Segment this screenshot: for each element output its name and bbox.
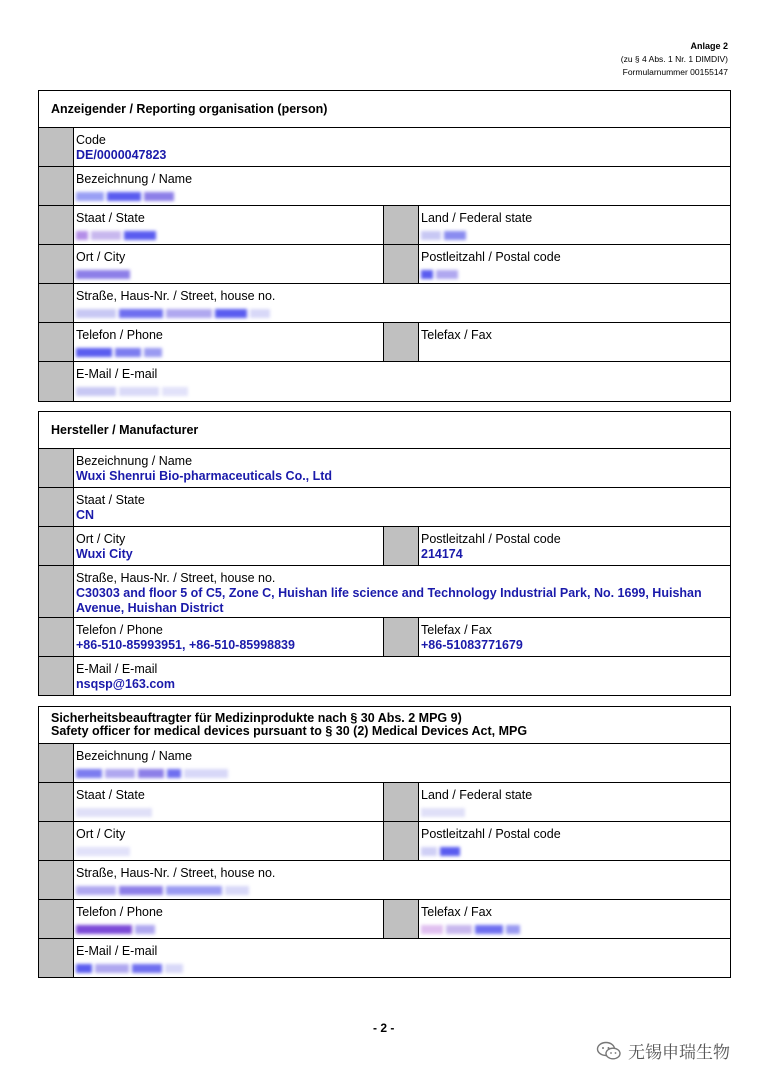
mfr-email-label: E-Mail / E-mail: [76, 662, 158, 676]
reporting-street-row: [39, 284, 730, 323]
anlage-label: Anlage 2: [690, 41, 728, 51]
manufacturer-section: [38, 411, 731, 696]
safety-email-label: E-Mail / E-mail: [76, 944, 158, 958]
page-number: - 2 -: [373, 1021, 395, 1035]
safety-name-label: Bezeichnung / Name: [76, 749, 193, 763]
redacted-postal: [421, 267, 730, 278]
safety-phone-row: [39, 900, 730, 939]
redacted-safety-email: [76, 961, 730, 972]
mfr-phone-label: Telefon / Phone: [76, 623, 163, 637]
redacted-email: [76, 384, 730, 395]
redacted-safety-fax: [421, 922, 730, 933]
reference-label: (zu § 4 Abs. 1 Nr. 1 DIMDIV): [620, 54, 728, 64]
wechat-icon: [596, 1041, 622, 1061]
safety-title-en: Safety officer for medical devices pursuant to § 30 (2) Medical Devices Act, MPG: [51, 724, 528, 738]
city-label: Ort / City: [76, 250, 126, 264]
safety-land-label: Land / Federal state: [421, 788, 533, 802]
mfr-name-label: Bezeichnung / Name: [76, 454, 193, 468]
safety-name-row: [39, 744, 730, 783]
street-label: Straße, Haus-Nr. / Street, house no.: [76, 289, 276, 303]
mfr-phone-value: +86-510-85993951, +86-510-85998839: [76, 638, 295, 652]
safety-phone-label: Telefon / Phone: [76, 905, 163, 919]
reporting-code-row: [39, 128, 730, 167]
email-label: E-Mail / E-mail: [76, 367, 158, 381]
reporting-state-row: [39, 206, 730, 245]
redacted-state: [76, 228, 383, 239]
mfr-street-value: C30303 and floor 5 of C5, Zone C, Huishan life science and Technology Industrial Park, No. 1699, Huishan Avenue, Huishan District: [76, 586, 702, 615]
mfr-postal-value: 214174: [421, 547, 463, 561]
safety-city-label: Ort / City: [76, 827, 126, 841]
reporting-section: [38, 90, 731, 402]
safety-fax-label: Telefax / Fax: [421, 905, 492, 919]
manufacturer-phone-row: [39, 618, 730, 657]
redacted-safety-phone: [76, 922, 383, 933]
redacted-phone: [76, 345, 383, 356]
safety-city-row: [39, 822, 730, 861]
mfr-name-value: Wuxi Shenrui Bio-pharmaceuticals Co., Ltd: [76, 469, 333, 483]
redacted-safety-land: [421, 805, 730, 816]
safety-state-label: Staat / State: [76, 788, 145, 802]
safety-postal-label: Postleitzahl / Postal code: [421, 827, 561, 841]
safety-street-label: Straße, Haus-Nr. / Street, house no.: [76, 866, 276, 880]
postal-label: Postleitzahl / Postal code: [421, 250, 561, 264]
code-value: DE/0000047823: [76, 148, 167, 162]
safety-email-row: [39, 939, 730, 977]
redacted-safety-street: [76, 883, 730, 894]
name-label: Bezeichnung / Name: [76, 172, 193, 186]
redacted-name: [76, 189, 730, 200]
manufacturer-street-row: [39, 566, 730, 618]
manufacturer-email-row: [39, 657, 730, 695]
mfr-fax-value: +86-51083771679: [421, 638, 523, 652]
mfr-city-value: Wuxi City: [76, 547, 133, 561]
watermark-text: 无锡申瑞生物: [628, 1043, 730, 1063]
form-number: Formularnummer 00155147: [622, 67, 728, 77]
redacted-city: [76, 267, 383, 278]
manufacturer-title: Hersteller / Manufacturer: [39, 412, 730, 449]
reporting-title: Anzeigender / Reporting organisation (person): [39, 91, 730, 128]
safety-officer-section: [38, 706, 731, 978]
reporting-name-row: [39, 167, 730, 206]
reporting-phone-row: [39, 323, 730, 362]
safety-state-row: [39, 783, 730, 822]
manufacturer-name-row: [39, 449, 730, 488]
reporting-city-row: [39, 245, 730, 284]
redacted-land: [421, 228, 730, 239]
redacted-street: [76, 306, 730, 317]
reporting-email-row: [39, 362, 730, 401]
form-header: [621, 40, 728, 79]
mfr-postal-label: Postleitzahl / Postal code: [421, 532, 561, 546]
watermark: [596, 1038, 730, 1063]
redacted-safety-postal: [421, 844, 730, 855]
manufacturer-city-row: [39, 527, 730, 566]
mfr-street-label: Straße, Haus-Nr. / Street, house no.: [76, 571, 276, 585]
code-label: Code: [76, 133, 106, 147]
safety-title-de: Sicherheitsbeauftragter für Medizinprodukte nach § 30 Abs. 2 MPG 9): [51, 711, 462, 725]
fax-label: Telefax / Fax: [421, 328, 492, 342]
safety-title: [39, 707, 730, 744]
redacted-safety-state: [76, 805, 383, 816]
mfr-city-label: Ort / City: [76, 532, 126, 546]
mfr-fax-label: Telefax / Fax: [421, 623, 492, 637]
manufacturer-state-row: [39, 488, 730, 527]
state-label: Staat / State: [76, 211, 145, 225]
land-label: Land / Federal state: [421, 211, 533, 225]
redacted-safety-name: [76, 766, 730, 777]
redacted-safety-city: [76, 844, 383, 855]
mfr-state-value: CN: [76, 508, 95, 522]
phone-label: Telefon / Phone: [76, 328, 163, 342]
safety-street-row: [39, 861, 730, 900]
mfr-state-label: Staat / State: [76, 493, 145, 507]
mfr-email-value: nsqsp@163.com: [76, 677, 176, 691]
